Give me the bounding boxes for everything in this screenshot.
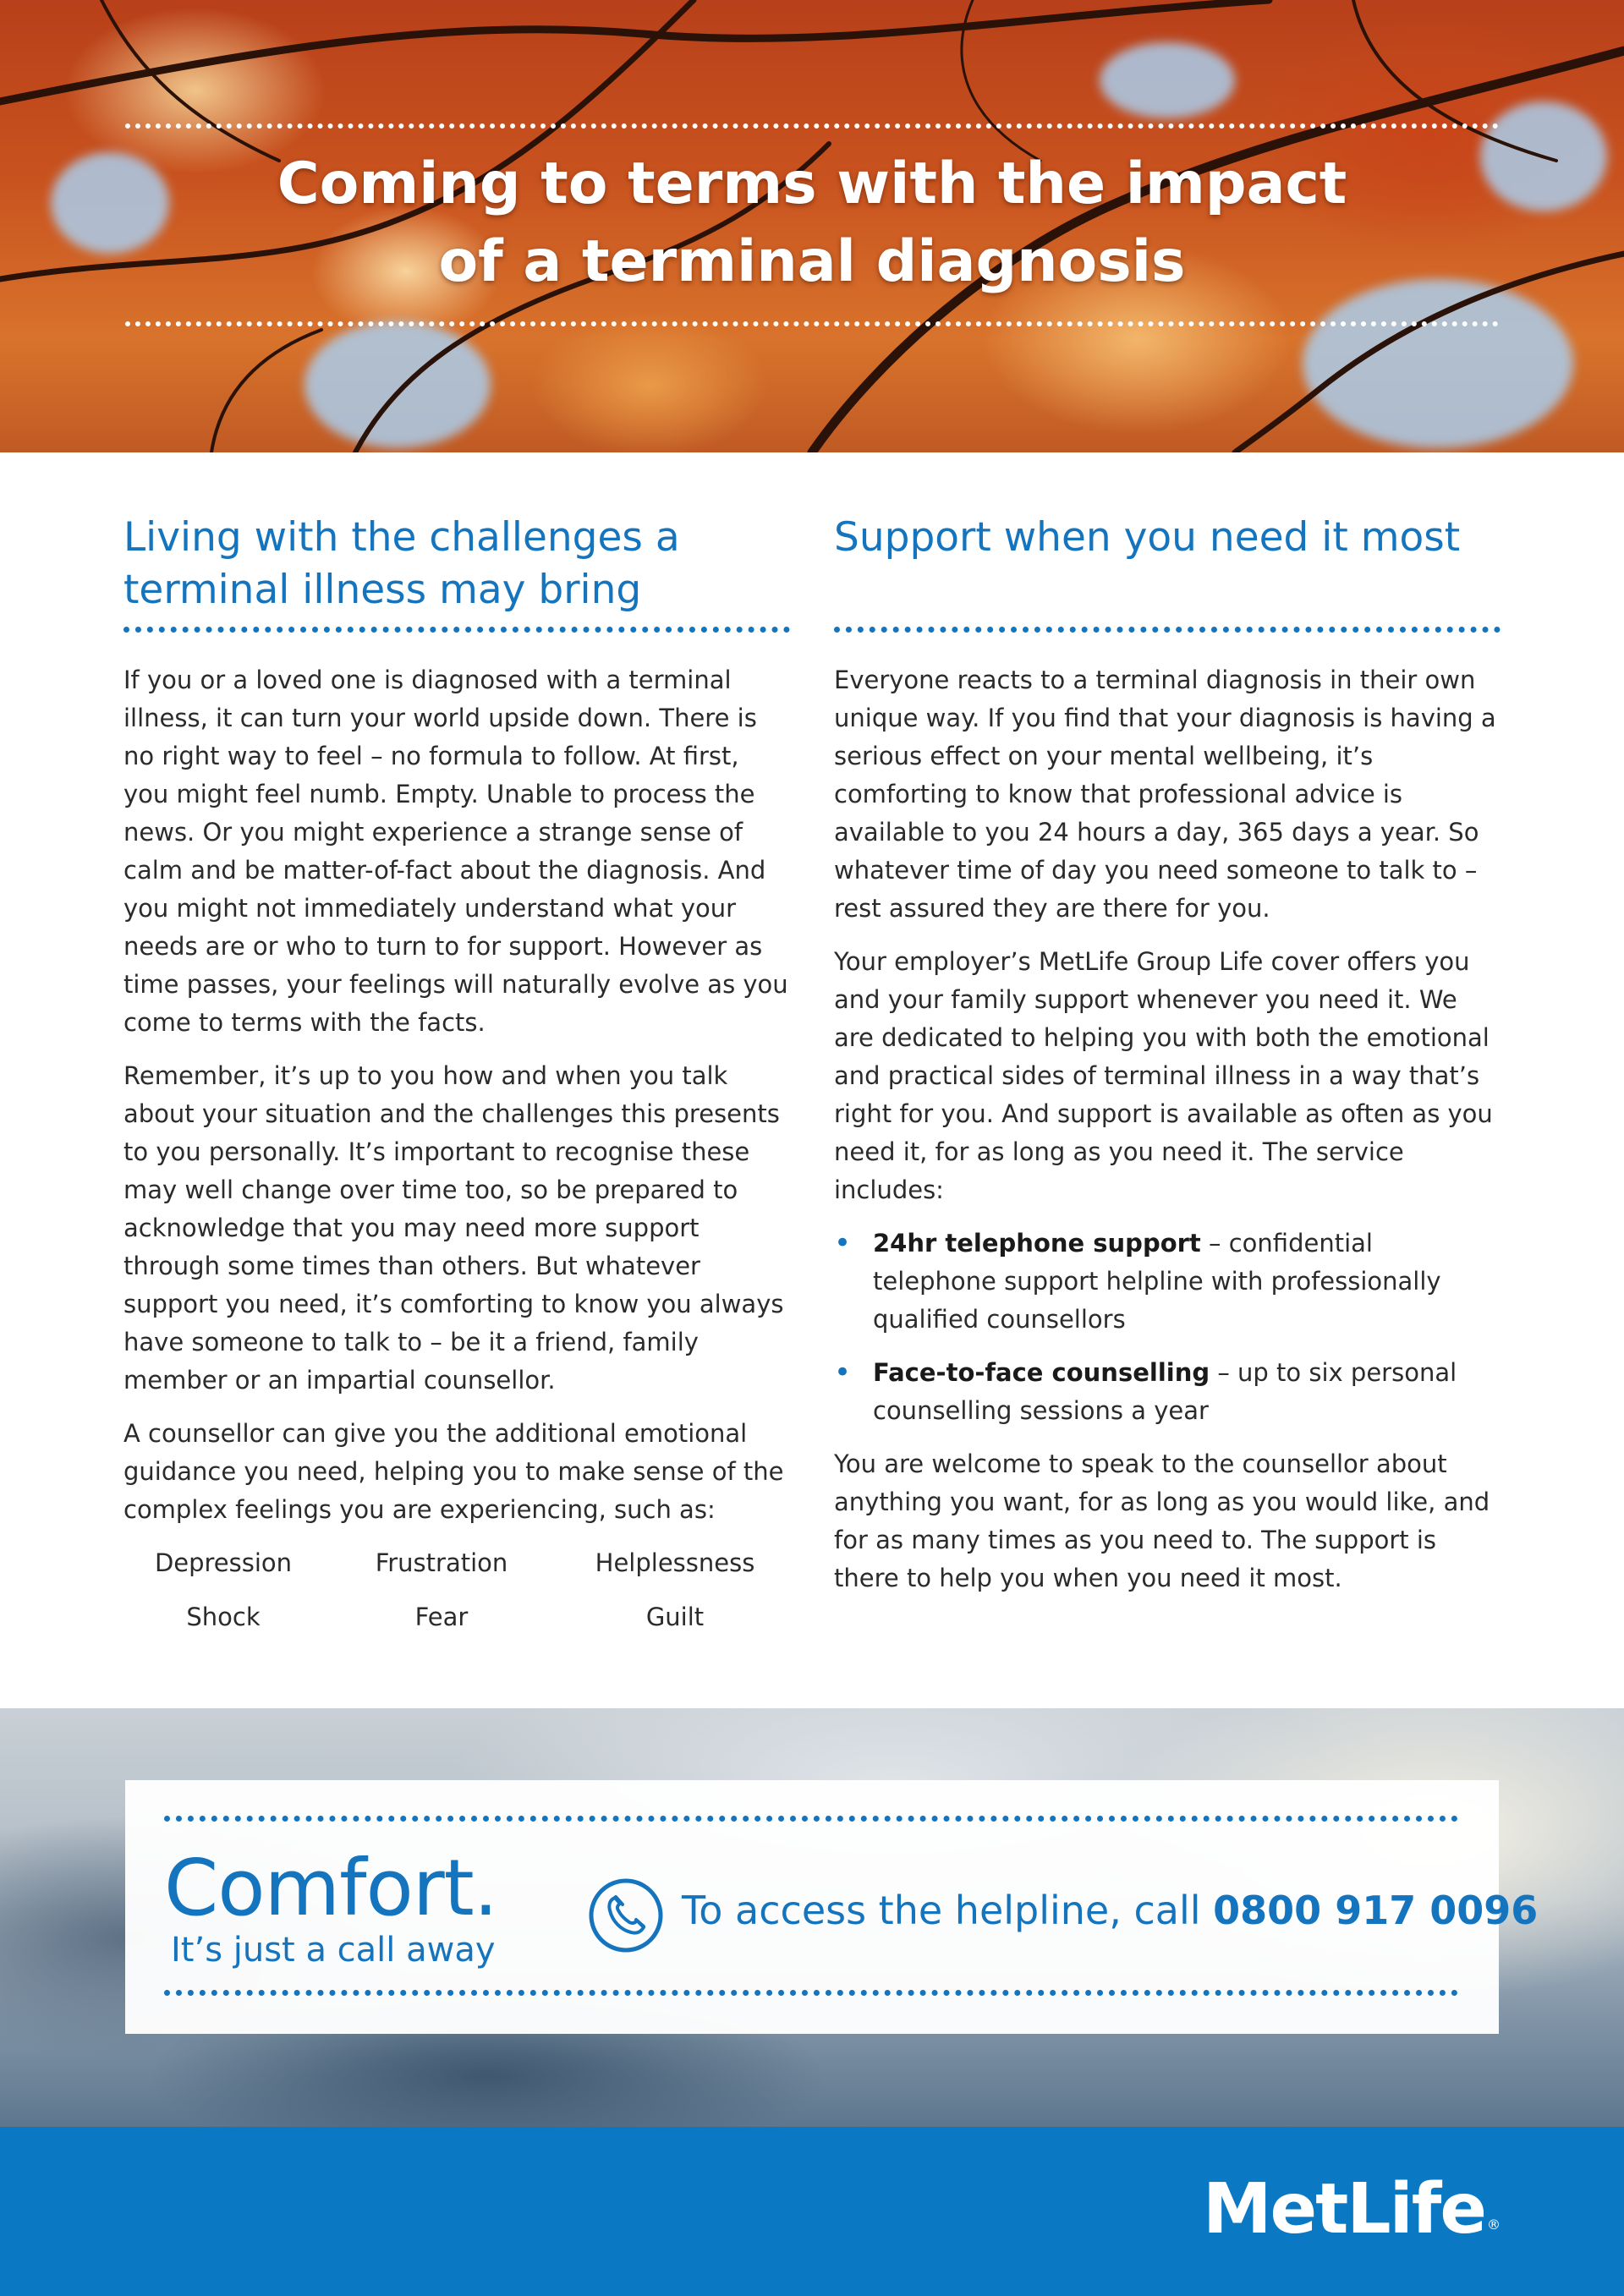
comfort-tagline: It’s just a call away: [171, 1931, 496, 1970]
helpline-card: [125, 1780, 1539, 2034]
page-title-line-1: Coming to terms with the impact: [277, 151, 1347, 217]
feeling-item: Helplessness: [595, 1548, 755, 1577]
helpline-text: [682, 1885, 1538, 1936]
feeling-item: Shock: [186, 1603, 261, 1631]
card-dotted-rule-top: [164, 1816, 1458, 1822]
left-heading-line-1: Living with the challenges a: [123, 514, 680, 561]
hero-dotted-rule-top: [125, 123, 1499, 129]
metlife-logo: [1203, 2167, 1499, 2252]
service-item: [834, 1225, 1501, 1339]
feeling-item: Frustration: [375, 1548, 508, 1577]
hero-banner: [0, 0, 1624, 452]
helpline-prefix: To access the helpline, call: [682, 1888, 1214, 1933]
logo-text: MetLife: [1202, 2169, 1485, 2249]
hero-dotted-rule-bottom: [125, 321, 1499, 326]
right-column: [834, 512, 1501, 1613]
right-paragraph-2: Your employer’s MetLife Group Life cover offers you and your family support whenever you need it. We are dedicated to helping you with both the emotional and practical sides of terminal illness in a way that’s right for you. And support is available as often as you need it, for as long as you need it. The service includes:: [834, 947, 1493, 1204]
comfort-headline: Comfort.: [164, 1843, 497, 1933]
right-paragraph-1: Everyone reacts to a terminal diagnosis in their own unique way. If you find that your diagnosis is having a serious effect on your mental wellbeing, it’s comforting to know that professional advice is available to you 24 hours a day, 365 days a year. So whatever time of day you need someone to talk to – rest assured they are there for you.: [834, 666, 1496, 923]
feeling-item: Guilt: [645, 1603, 705, 1631]
helpline-banner: [0, 1708, 1624, 2127]
service-item: [834, 1354, 1501, 1430]
left-heading-dotted-rule: [123, 627, 790, 633]
bullet-icon: •: [834, 1226, 852, 1260]
feeling-item: Fear: [414, 1603, 469, 1631]
left-paragraph-2: Remember, it’s up to you how and when you talk about your situation and the challenges this presents to you personally. It’s important to recognise these may well change over time too, so be prepared to acknowledge that you may need more support through some times than others. But whatever support you need, it’s comforting to know you always have someone to talk to – be it a friend, family member or an impartial counsellor.: [123, 1061, 784, 1395]
feelings-grid: [123, 1544, 790, 1636]
left-column-heading: [123, 512, 790, 627]
right-heading-dotted-rule: [834, 627, 1501, 633]
left-column: [123, 512, 790, 1636]
right-column-heading: Support when you need it most: [834, 514, 1461, 561]
page-title: [0, 145, 1624, 301]
service-description: – up to six personal counselling sessions a year: [873, 1358, 1457, 1425]
page-title-line-2: of a terminal diagnosis: [438, 228, 1186, 295]
service-title: Face-to-face counselling: [873, 1358, 1210, 1387]
service-description: – confidential telephone support helpline with professionally qualified counsellors: [873, 1229, 1441, 1334]
right-closing-paragraph: You are welcome to speak to the counsellor about anything you want, for as long as you would like, and for as many times as you need to. The support is there to help you when you need it most.: [834, 1449, 1490, 1592]
helpline-phone-number[interactable]: 0800 917 0096: [1213, 1888, 1539, 1933]
phone-icon: [587, 1877, 665, 1954]
left-paragraph-3: A counsellor can give you the additional emotional guidance you need, helping you to make sense of the complex feelings you are experiencing, such as:: [123, 1419, 784, 1524]
services-list: [834, 1225, 1501, 1430]
service-title: 24hr telephone support: [873, 1229, 1201, 1258]
feeling-item: Depression: [154, 1548, 293, 1577]
card-dotted-rule-bottom: [164, 1990, 1458, 1996]
left-paragraph-1: If you or a loved one is diagnosed with a terminal illness, it can turn your world upside down. There is no right way to feel – no formula to follow. At first, you might feel numb. Empty. Unable to process the news. Or you might experience a strange sense of calm and be matter-of-fact about the diagnosis. And you might not immediately understand what your needs are or who to turn to for support. However as time passes, your feelings will naturally evolve as you come to terms with the facts.: [123, 666, 788, 1037]
left-heading-line-2: terminal illness may bring: [123, 567, 642, 613]
bullet-icon: •: [834, 1356, 852, 1389]
registered-mark: ®: [1487, 2217, 1501, 2233]
footer-bar: [0, 2127, 1624, 2296]
